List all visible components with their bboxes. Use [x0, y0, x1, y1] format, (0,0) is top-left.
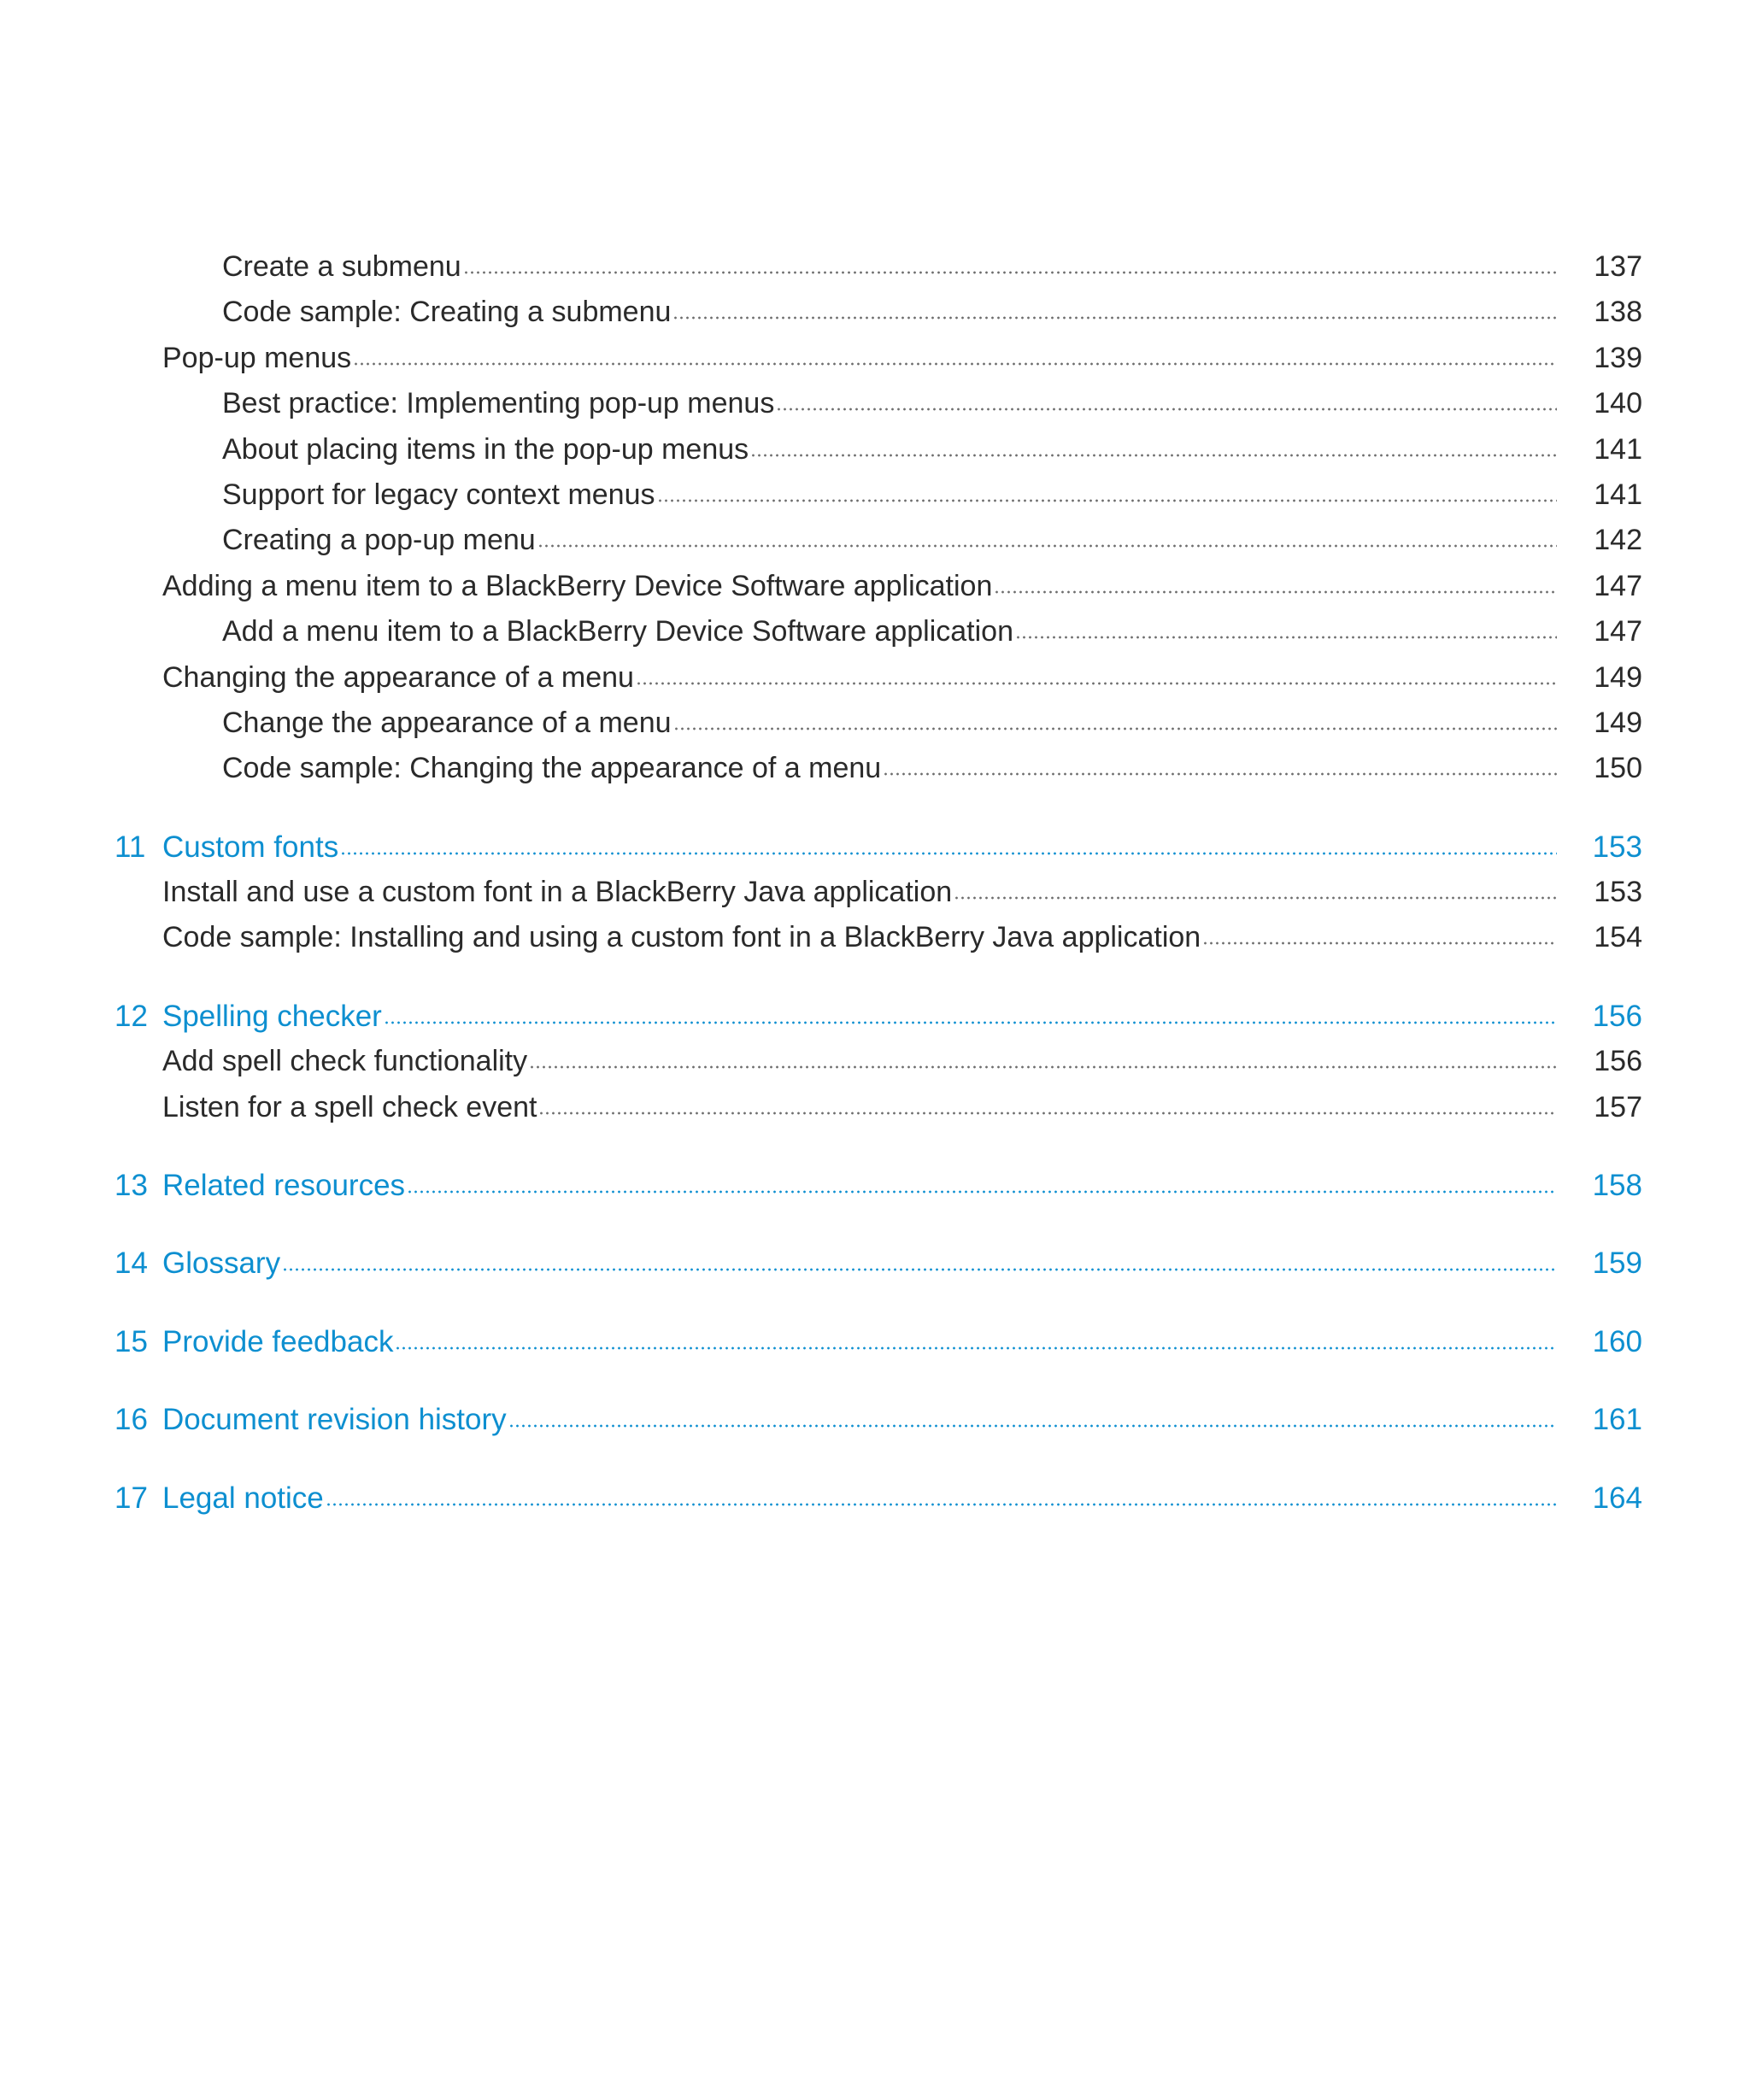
toc-entry-link[interactable] [222, 427, 1557, 472]
toc-chapter-entry[interactable] [111, 1475, 1642, 1521]
toc-chapter-number: 16 [115, 1403, 148, 1437]
toc-entry-link[interactable] [222, 609, 1557, 654]
toc-entry-title: Code sample: Creating a submenu [222, 296, 672, 329]
toc-entry-title: Support for legacy context menus [222, 478, 655, 511]
toc-entry[interactable] [111, 290, 1642, 335]
toc-chapter-number: 14 [115, 1247, 148, 1281]
toc-chapter-number: 13 [115, 1169, 148, 1203]
toc-page-number: 149 [1594, 660, 1642, 694]
toc-entry-title: Spelling checker [162, 999, 382, 1033]
toc-chapter-number: 17 [115, 1481, 148, 1515]
dot-leader [673, 725, 1557, 732]
toc-chapter-entry[interactable] [111, 1163, 1642, 1208]
toc-page-number: 138 [1594, 296, 1642, 329]
toc-entry-title: Add spell check functionality [162, 1045, 528, 1078]
toc-chapter-entry[interactable] [111, 1397, 1642, 1442]
toc-entry-link[interactable] [162, 336, 1557, 381]
toc-entry-title: Install and use a custom font in a BlackBerry Java application [162, 876, 953, 909]
toc-entry-title: Change the appearance of a menu [222, 706, 672, 739]
toc-page-number: 150 [1594, 752, 1642, 785]
toc-entry-title: Code sample: Changing the appearance of a menu [222, 752, 882, 785]
toc-entry[interactable] [111, 381, 1642, 426]
toc-entry[interactable] [111, 1039, 1642, 1084]
toc-chapter-entry[interactable] [111, 1241, 1642, 1286]
dot-leader [282, 1266, 1557, 1273]
toc-entry[interactable] [111, 915, 1642, 960]
dot-leader [994, 589, 1557, 595]
table-of-contents [111, 244, 1642, 1521]
dot-leader [1202, 940, 1557, 947]
toc-page-number: 164 [1592, 1481, 1642, 1515]
toc-chapter-number: 15 [115, 1324, 148, 1358]
toc-entry[interactable] [111, 609, 1642, 654]
toc-page-number: 161 [1592, 1403, 1642, 1437]
toc-chapter-number: 11 [115, 830, 146, 864]
toc-entry-title: Custom fonts [162, 830, 339, 864]
toc-entry[interactable] [111, 564, 1642, 609]
toc-entry-title: About placing items in the pop-up menus [222, 432, 749, 466]
toc-entry-link[interactable] [162, 1397, 1557, 1442]
toc-entry[interactable] [111, 518, 1642, 563]
dot-leader [463, 269, 1557, 276]
toc-page-number: 137 [1594, 250, 1642, 283]
dot-leader [340, 850, 1557, 857]
toc-entry-title: Adding a menu item to a BlackBerry Device Software application [162, 569, 993, 602]
toc-page-number: 140 [1594, 387, 1642, 420]
toc-entry-link[interactable] [162, 1319, 1557, 1364]
dot-leader [537, 543, 1557, 549]
toc-entry[interactable] [111, 427, 1642, 472]
dot-leader [529, 1064, 1557, 1071]
dot-leader [407, 1188, 1557, 1195]
dot-leader [538, 1110, 1557, 1117]
toc-entry-link[interactable] [222, 244, 1557, 290]
toc-entry[interactable] [111, 472, 1642, 518]
toc-page-number: 147 [1594, 569, 1642, 602]
dot-leader [508, 1422, 1557, 1429]
toc-page-number: 159 [1592, 1247, 1642, 1281]
toc-page-number: 156 [1592, 999, 1642, 1033]
toc-entry-link[interactable] [162, 1085, 1557, 1130]
toc-entry-link[interactable] [162, 1039, 1557, 1084]
toc-entry-title: Best practice: Implementing pop-up menus [222, 387, 775, 420]
dot-leader [883, 771, 1557, 777]
toc-entry-link[interactable] [162, 1241, 1557, 1286]
toc-entry-title: Creating a pop-up menu [222, 524, 536, 557]
toc-entry-title: Related resources [162, 1169, 406, 1203]
toc-page-number: 141 [1594, 432, 1642, 466]
dot-leader [353, 361, 1557, 367]
toc-entry-title: Legal notice [162, 1481, 324, 1515]
dot-leader [384, 1019, 1557, 1026]
toc-chapter-entry[interactable] [111, 994, 1642, 1039]
toc-page-number: 158 [1592, 1169, 1642, 1203]
toc-entry-link[interactable] [162, 1475, 1557, 1521]
toc-entry-link[interactable] [162, 824, 1557, 870]
toc-entry-title: Add a menu item to a BlackBerry Device Software application [222, 615, 1014, 648]
toc-entry[interactable] [111, 1085, 1642, 1130]
toc-entry-link[interactable] [162, 915, 1557, 960]
toc-entry-title: Changing the appearance of a menu [162, 660, 634, 694]
toc-page-number: 154 [1594, 921, 1642, 954]
toc-entry-link[interactable] [222, 518, 1557, 563]
toc-chapter-number: 12 [115, 999, 148, 1033]
toc-entry[interactable] [111, 746, 1642, 791]
toc-entry-link[interactable] [222, 290, 1557, 335]
toc-entry-link[interactable] [162, 655, 1557, 701]
toc-entry-title: Create a submenu [222, 250, 461, 283]
dot-leader [326, 1501, 1557, 1508]
toc-entry-title: Listen for a spell check event [162, 1090, 537, 1123]
toc-page-number: 157 [1594, 1090, 1642, 1123]
toc-entry-title: Provide feedback [162, 1324, 394, 1358]
toc-entry-link[interactable] [162, 564, 1557, 609]
toc-entry[interactable] [111, 870, 1642, 915]
toc-page-number: 153 [1592, 830, 1642, 864]
dot-leader [657, 497, 1558, 504]
toc-entry[interactable] [111, 701, 1642, 746]
toc-entry-link[interactable] [162, 1163, 1557, 1208]
toc-entry[interactable] [111, 655, 1642, 701]
toc-page-number: 160 [1592, 1324, 1642, 1358]
dot-leader [750, 452, 1557, 459]
toc-page-number: 141 [1594, 478, 1642, 511]
dot-leader [776, 406, 1557, 413]
toc-page-number: 142 [1594, 524, 1642, 557]
toc-entry-title: Code sample: Installing and using a custom font in a BlackBerry Java application [162, 921, 1201, 954]
toc-entry-title: Document revision history [162, 1403, 507, 1437]
toc-entry-title: Glossary [162, 1247, 281, 1281]
toc-entry-link[interactable] [222, 701, 1557, 746]
toc-entry-link[interactable] [222, 472, 1557, 518]
toc-page-number: 149 [1594, 706, 1642, 739]
toc-entry-link[interactable] [222, 381, 1557, 426]
dot-leader [954, 895, 1557, 901]
toc-chapter-entry[interactable] [111, 1319, 1642, 1364]
toc-entry[interactable] [111, 336, 1642, 381]
toc-page-number: 156 [1594, 1045, 1642, 1078]
toc-page-number: 147 [1594, 615, 1642, 648]
toc-entry-link[interactable] [222, 746, 1557, 791]
toc-entry-title: Pop-up menus [162, 341, 352, 374]
toc-entry-link[interactable] [162, 870, 1557, 915]
toc-entry[interactable] [111, 244, 1642, 290]
dot-leader [395, 1345, 1557, 1352]
dot-leader [672, 314, 1557, 321]
dot-leader [636, 680, 1557, 687]
toc-entry-link[interactable] [162, 994, 1557, 1039]
toc-page-number: 153 [1594, 876, 1642, 909]
toc-chapter-entry[interactable] [111, 824, 1642, 870]
dot-leader [1015, 634, 1557, 641]
toc-page-number: 139 [1594, 341, 1642, 374]
